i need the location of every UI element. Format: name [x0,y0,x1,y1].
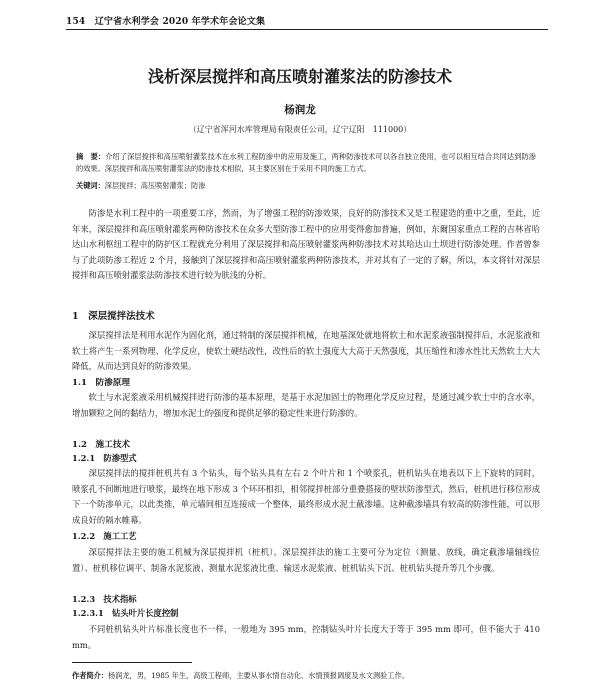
footnote-text: 杨润龙，男，1985 年生，高级工程师，主要从事水情自动化、水情预报调度及水文测验工作。 [107,671,409,680]
section-1-1-text: 软土与水泥浆液采用机械搅拌进行防渗的基本原理，是基于水泥加固土的物理化学反应过程，是通过减少软土中的含水率，增加颗粒之间的黏结力，增加水泥土的强度和提供足够的稳定性来进行防渗的。 [72,392,540,418]
section-1-body [72,328,540,375]
section-1-2-heading: 1.2 施工技术 [72,440,130,450]
section-1-2-3-1-body [72,622,540,653]
abstract-text: 介绍了深层搅拌和高压喷射灌浆技术在水利工程防渗中的应用及施工，两种防渗技术可以各自独立使用，也可以相互结合共同达到防渗的效果。深层搅拌和高压喷射灌浆法的防渗技术相似，其主要区别在于采用不同的施工方式。 [76,152,536,173]
section-1-heading: 1 深层搅拌法技术 [72,311,155,322]
header-rule [66,29,548,30]
keywords-text: 深层搅拌；高压喷射灌浆；防渗 [104,181,206,190]
abstract [76,151,536,175]
author-name: 杨润龙 [284,104,316,116]
keywords-label: 关键词： [76,181,105,190]
section-1-2-2-heading: 1.2.2 施工工艺 [72,531,137,541]
section-1-2-1-heading: 1.2.1 防渗型式 [72,453,137,463]
section-1-text: 深层搅拌法是利用水泥作为固化剂，通过特制的深层搅拌机械，在地基深处就地将软土和水泥浆液强制搅拌后，水泥浆液和软土将产生一系列物理、化学反应，使软土硬结改性，改性后的软土强度大大高于天然强度，其压缩性和渗水性比天然软土大大降低，从而达到良好的防渗效果。 [72,330,540,371]
section-1-1-heading: 1.1 防渗原理 [72,378,130,388]
section-1-2-1-body [72,466,540,528]
section-1-2-2-text: 深层搅拌法主要的施工机械为深层搅拌机（桩机）。深层搅拌法的施工主要可分为定位（测量、放线，确定截渗墙轴线位置）、桩机移位调平、制备水泥浆液、测量水泥浆液比重、输送水泥浆液、桩机钻头下沉、桩机钻头提升等几个步骤。 [72,547,540,573]
section-1-2-2-body [72,545,540,576]
footnote-label: 作者简介： [72,671,108,680]
author-footnote [72,670,542,682]
abstract-label: 摘 要： [76,152,106,161]
section-1-2-3-1-heading: 1.2.3.1 钻头叶片长度控制 [72,608,179,618]
keywords [76,180,536,192]
page-number: 154 [66,17,86,27]
footnote-rule [72,662,192,663]
section-1-2-1-text: 深层搅拌法的搅拌桩机共有 3 个钻头，每个钻头具有左右 2 个叶片和 1 个喷浆孔，桩机钻头在地表以下上下旋转的同时，喷浆孔不间断地进行喷浆，最终在地下形成 3 个环环相扣，相邻搅拌桩部分重叠搭接的壁状防渗型式，然后，桩机进行移位形成下一个防渗单元，以此类推，单元墙间相互连接成一个整体，最终形成水泥土截渗墙。这种截渗墙具有较高的防渗性能，可以形成良好的隔水帷幕。 [72,468,540,525]
intro-paragraph [72,206,540,284]
author-affiliation: （辽宁省浑河水库管理局有限责任公司，辽宁辽阳 111000） [188,125,412,134]
running-header [66,14,546,27]
section-1-1-body [72,390,540,421]
journal-name: 辽宁省水利学会 2020 年学术年会论文集 [94,17,266,27]
section-1-2-3-1-text: 不同桩机钻头叶片标准长度也不一样，一般地为 395 mm，控制钻头叶片长度大于等于 395 mm 即可，但不能大于 410 mm。 [72,624,540,650]
intro-text: 防渗是水利工程中的一项重要工序，然而，为了增强工程的防渗效果，良好的防渗技术又是工程建造的重中之重，至此，近年来，深层搅拌和高压喷射灌浆两种防渗技术在众多大型防渗工程中的应用变得愈加普遍，例如，东爾国家重点工程的吉林省哈达山水利枢纽工程中的防护区工程就充分利用了深层搅拌和高压喷射灌浆两种防渗技术对其哈达山土坝进行防渗处理。作者曾参与了此项防渗工程近 2 个月，接触到了深层搅拌和高压喷射灌浆两种防渗技术，并对其有了一定的了解，所以，本文将针对深层搅拌和高压喷射灌浆法防渗技术进行较为肤浅的分析。 [72,208,540,280]
paper-title: 浅析深层搅拌和高压喷射灌浆法的防渗技术 [147,67,452,86]
section-1-2-3-heading: 1.2.3 技术指标 [72,594,137,604]
